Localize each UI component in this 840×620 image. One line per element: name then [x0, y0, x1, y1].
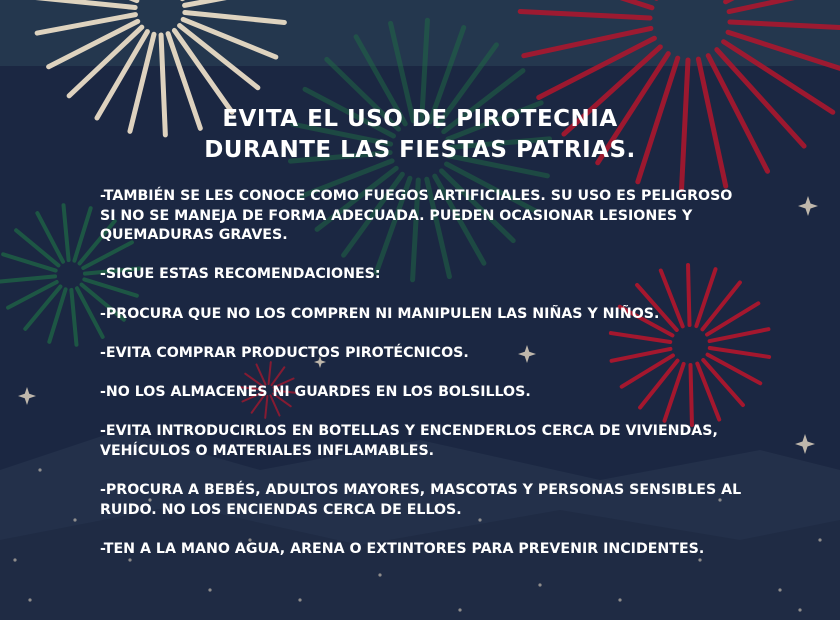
- page-title: [0, 104, 840, 166]
- paragraph: [100, 481, 780, 520]
- paragraph: [100, 187, 780, 246]
- confetti-dot: [798, 608, 801, 611]
- text-line: -TEN A LA MANO AGUA, ARENA O EXTINTORES PARA PREVENIR INCIDENTES.: [100, 540, 705, 557]
- text-line: SI NO SE MANEJA DE FORMA ADECUADA. PUEDEN OCASIONAR LESIONES Y: [100, 207, 693, 224]
- text-line: RUIDO. NO LOS ENCIENDAS CERCA DE ELLOS.: [100, 501, 462, 518]
- confetti-dot: [378, 573, 381, 576]
- confetti-dot: [818, 538, 821, 541]
- text-line: -SIGUE ESTAS RECOMENDACIONES:: [100, 266, 381, 283]
- text-line: -EVITA INTRODUCIRLOS EN BOTELLAS Y ENCENDERLOS CERCA DE VIVIENDAS,: [100, 423, 718, 440]
- text-line: -PROCURA A BEBÉS, ADULTOS MAYORES, MASCOTAS Y PERSONAS SENSIBLES AL: [100, 481, 742, 498]
- text-line: VEHÍCULOS O MATERIALES INFLAMABLES.: [100, 442, 435, 459]
- confetti-dot: [538, 583, 541, 586]
- confetti-dot: [778, 588, 781, 591]
- confetti-dot: [73, 518, 76, 521]
- confetti-dot: [298, 598, 301, 601]
- text-line: -EVITA COMPRAR PRODUCTOS PIROTÉCNICOS.: [100, 344, 469, 361]
- text-line: -PROCURA QUE NO LOS COMPREN NI MANIPULEN LAS NIÑAS Y NIÑOS.: [100, 305, 660, 322]
- confetti-dot: [38, 468, 41, 471]
- confetti-dot: [208, 588, 211, 591]
- paragraph: [100, 344, 780, 364]
- text-line: -TAMBIÉN SE LES CONOCE COMO FUEGOS ARTIFICIALES. SU USO ES PELIGROSO: [100, 188, 733, 204]
- text-line: QUEMADURAS GRAVES.: [100, 227, 288, 244]
- top-band: [0, 0, 840, 66]
- paragraph: [100, 305, 780, 325]
- confetti-dot: [458, 608, 461, 611]
- paragraph: [100, 422, 780, 461]
- paragraph: [100, 540, 780, 560]
- title-line: EVITA EL USO DE PIROTECNIA: [222, 106, 618, 132]
- paragraph: [100, 383, 780, 403]
- recommendations-text: [100, 187, 780, 559]
- confetti-dot: [618, 598, 621, 601]
- confetti-dot: [13, 558, 16, 561]
- paragraph: [100, 265, 780, 285]
- title-line: DURANTE LAS FIESTAS PATRIAS.: [204, 137, 636, 163]
- text-line: -NO LOS ALMACENES NI GUARDES EN LOS BOLSILLOS.: [100, 383, 531, 400]
- confetti-dot: [28, 598, 31, 601]
